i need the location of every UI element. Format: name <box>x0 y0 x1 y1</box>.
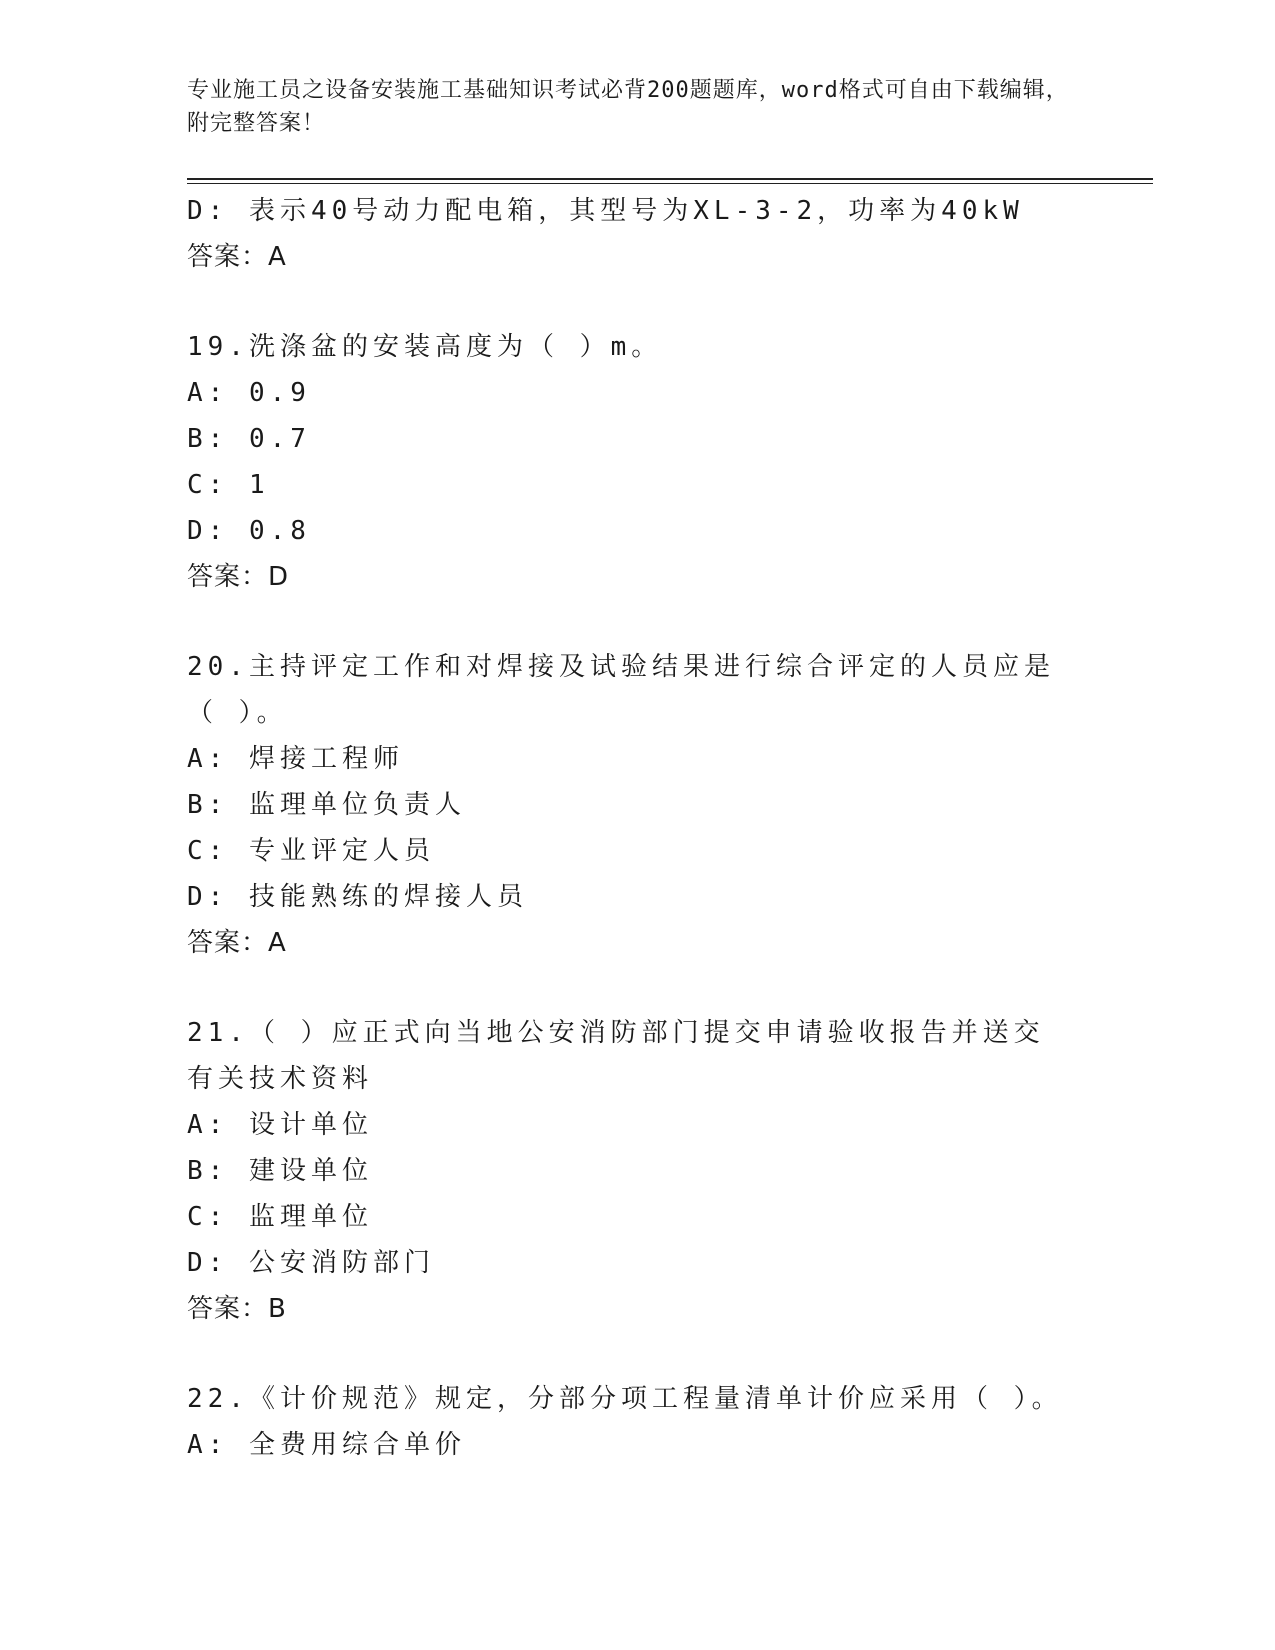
option-c: C: 1 <box>187 470 270 500</box>
header-divider-thick <box>187 178 1153 180</box>
question-text: 19.洗涤盆的安装高度为（ ）m。 <box>187 332 663 362</box>
answer: 答案：A <box>187 242 287 272</box>
option-d: D: 表示40号动力配电箱，其型号为XL-3-2，功率为40kW <box>187 196 1024 226</box>
header-divider-thin <box>187 183 1153 184</box>
answer: 答案：B <box>187 1294 287 1324</box>
option-c: C: 监理单位 <box>187 1202 373 1232</box>
spacer <box>187 966 1067 1010</box>
question-text: 22.《计价规范》规定，分部分项工程量清单计价应采用（ ）。 <box>187 1384 1063 1414</box>
question-list <box>187 188 1067 1468</box>
option-d: D: 技能熟练的焊接人员 <box>187 882 528 912</box>
option-b: B: 0.7 <box>187 424 311 454</box>
spacer <box>187 600 1067 644</box>
question-21 <box>187 1010 1067 1332</box>
option-c: C: 专业评定人员 <box>187 836 435 866</box>
question-text: 21.（ ）应正式向当地公安消防部门提交申请验收报告并送交有关技术资料 <box>187 1018 1045 1094</box>
answer: 答案：A <box>187 928 287 958</box>
option-b: B: 监理单位负责人 <box>187 790 466 820</box>
question-text: 20.主持评定工作和对焊接及试验结果进行综合评定的人员应是（ ）。 <box>187 652 1055 728</box>
header-title: 专业施工员之设备安装施工基础知识考试必背200题题库，word格式可自由下载编辑，附完整答案！ <box>187 78 1069 136</box>
question-19 <box>187 324 1067 600</box>
option-a: A: 焊接工程师 <box>187 744 404 774</box>
question-18-tail <box>187 188 1067 280</box>
option-d: D: 0.8 <box>187 516 311 546</box>
option-d: D: 公安消防部门 <box>187 1248 435 1278</box>
question-22 <box>187 1376 1067 1468</box>
option-b: B: 建设单位 <box>187 1156 373 1186</box>
spacer <box>187 1332 1067 1376</box>
answer: 答案：D <box>187 562 290 592</box>
option-a: A: 0.9 <box>187 378 311 408</box>
option-a: A: 设计单位 <box>187 1110 373 1140</box>
option-a: A: 全费用综合单价 <box>187 1430 466 1460</box>
spacer <box>187 280 1067 324</box>
document-header <box>187 74 1087 140</box>
question-20 <box>187 644 1067 966</box>
